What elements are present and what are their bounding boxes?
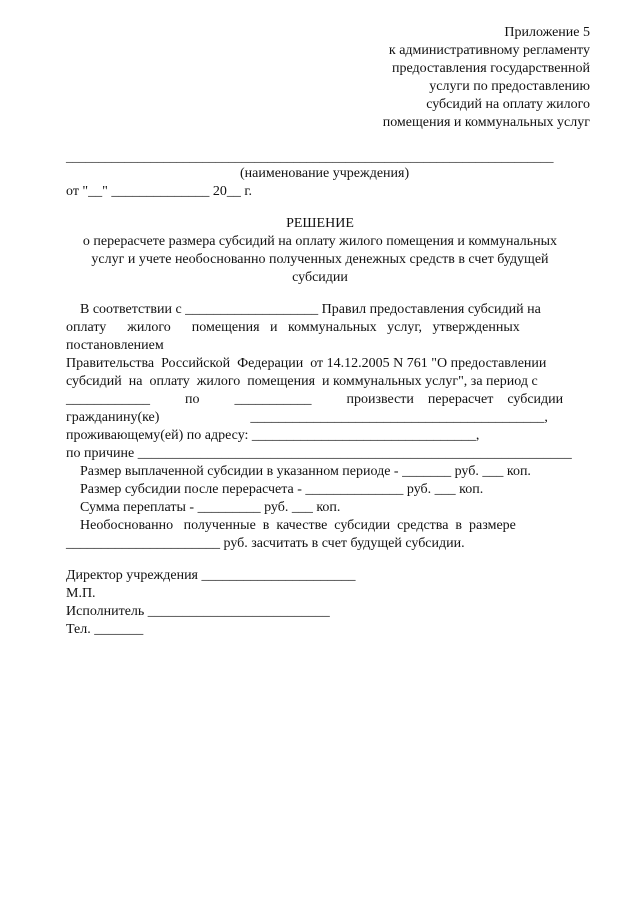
body-line: ____________ по ___________ произвести перерасчет субсидии — [66, 392, 564, 407]
institution-caption: (наименование учреждения) — [240, 166, 410, 181]
body-line: оплату жилого помещения и коммунальных услуг, утвержденных — [66, 320, 520, 335]
date-line: от "__" ______________ 20__ г. — [66, 184, 253, 199]
director-signature-line: Директор учреждения ______________________ — [66, 568, 356, 583]
overpayment-line: Сумма переплаты - _________ руб. ___ коп. — [66, 500, 341, 515]
appendix-line: Приложение 5 — [504, 25, 590, 40]
body-line: Правительства Российской Федерации от 14.12.2005 N 761 "О предоставлении — [66, 356, 547, 371]
phone-line: Тел. _______ — [66, 622, 144, 637]
executor-signature-line: Исполнитель __________________________ — [66, 604, 330, 619]
paid-subsidy-line: Размер выплаченной субсидии в указанном периоде - _______ руб. ___ коп. — [66, 464, 531, 479]
appendix-line: к административному регламенту — [388, 43, 590, 58]
body-line: постановлением — [66, 338, 164, 353]
subtitle-line: услуг и учете необоснованно полученных денежных средств в счет будущей — [91, 252, 549, 267]
body-line: субсидий на оплату жилого помещения и коммунальных услуг", за период с — [66, 374, 538, 389]
body-line: В соответствии с ___________________ Правил предоставления субсидий на — [66, 302, 541, 317]
subtitle-line: субсидии — [292, 270, 348, 285]
institution-line: ___________________________________________________________________________ — [66, 149, 554, 164]
appendix-line: предоставления государственной — [391, 61, 590, 76]
document-title: РЕШЕНИЕ — [286, 216, 354, 231]
appendix-line: помещения и коммунальных услуг — [382, 115, 590, 130]
recalculated-subsidy-line: Размер субсидии после перерасчета - ______________ руб. ___ коп. — [66, 482, 484, 497]
body-line: проживающему(ей) по адресу: ________________________________, — [66, 428, 480, 443]
stamp-label: М.П. — [66, 586, 96, 601]
appendix-line: субсидий на оплату жилого — [426, 97, 590, 112]
body-line: гражданину(ке) __________________________________________, — [66, 410, 548, 425]
unfounded-funds-line: Необоснованно полученные в качестве субсидии средства в размере — [66, 518, 516, 533]
subtitle-line: о перерасчете размера субсидий на оплату жилого помещения и коммунальных — [82, 234, 558, 249]
appendix-line: услуги по предоставлению — [429, 79, 590, 94]
unfounded-funds-line: ______________________ руб. засчитать в счет будущей субсидии. — [66, 536, 465, 551]
body-line: по причине ______________________________________________________________ — [66, 446, 572, 461]
